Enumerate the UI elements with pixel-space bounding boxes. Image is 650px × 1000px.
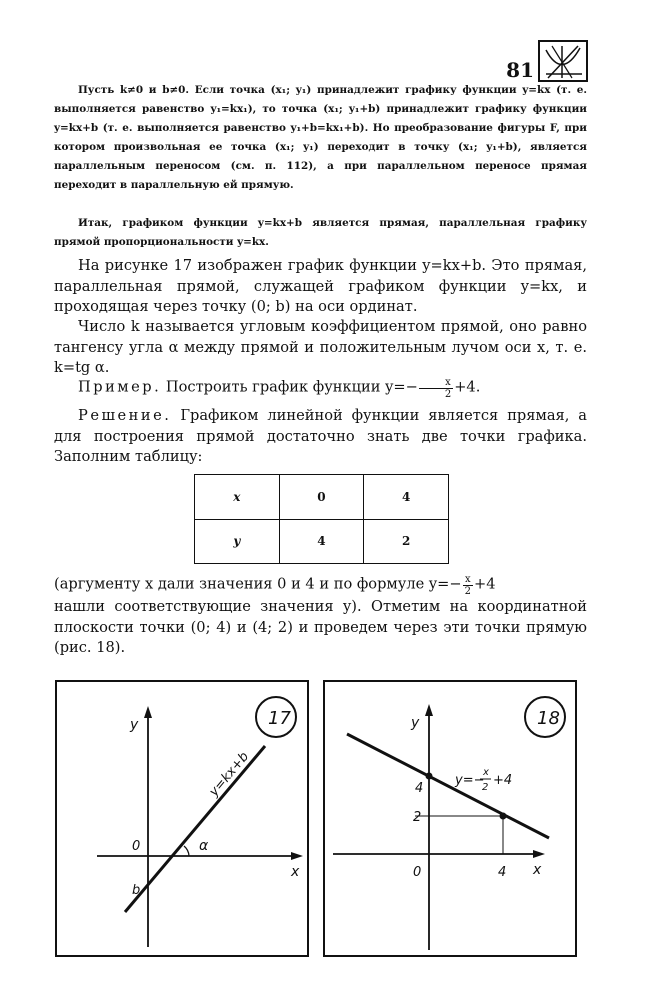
origin-label: 0 <box>413 865 422 880</box>
after-table-paragraph <box>54 574 587 659</box>
x-axis-label: x <box>291 864 300 880</box>
figure-17-graph <box>57 682 307 955</box>
paragraph-intro: Пусть k≠0 и b≠0. Если точка (x₁; y₁) принадлежит графику функции y=kx (т. е. выполняется равенство y₁=kx₁), то точка (x₁; y₁+b) принадлежит графику функции y=kx+b (т. е. выполняется равенство y₁+b=kx₁+b). Но преобразование фигуры F, при котором произвольная ее точка (x₁; y₁) переходит в точку (x₁; y₁+b), является параллельным переносом (см. п. 112), а при параллельном переносе прямая переходит в параллельную ей прямую. <box>54 84 587 191</box>
paragraph-figure-17: На рисунке 17 изображен график функции y=kx+b. Это прямая, параллельная прямой, служащей графиком функции y=kx, и проходящая через точку (0; b) на оси ординат. <box>54 257 587 315</box>
tick-y2-label: 2 <box>413 810 422 825</box>
tick-y4-label: 4 <box>415 781 424 796</box>
table-cell: x <box>195 475 280 520</box>
table-cell: 0 <box>279 475 364 520</box>
function-line <box>347 734 549 838</box>
values-table <box>194 474 449 564</box>
example-text: Построить график функции y=− <box>165 378 418 396</box>
figure-17 <box>55 680 309 957</box>
solution-paragraph <box>54 406 587 468</box>
angle-arc <box>184 846 189 856</box>
figure-18-graph <box>325 682 575 955</box>
b-label: b <box>132 883 141 898</box>
formula-den: 2 <box>482 782 489 793</box>
fraction: $\frac{x}{2}$ <box>464 574 471 597</box>
table-cell: 2 <box>364 519 449 564</box>
figure-number: 18 <box>537 708 560 729</box>
fraction: $\frac{x}{2}$ <box>419 377 453 400</box>
function-line <box>125 746 265 912</box>
y-axis-label: y <box>411 715 420 731</box>
formula-right: +4 <box>493 773 513 788</box>
table-row <box>195 519 449 564</box>
x-axis-arrow-icon <box>533 850 545 858</box>
after-table-text: (аргументу x дали значения 0 и 4 и по формуле y=− <box>54 575 462 593</box>
solution-label: Решение. <box>78 407 172 424</box>
solution-text: Графиком линейной функции является прямая, а для построения прямой достаточно знать две точки графика. Заполним таблицу: <box>54 407 587 465</box>
paragraph-conclusion: Итак, графиком функции y=kx+b является прямая, параллельная графику прямой пропорциональности y=kx. <box>54 217 587 248</box>
tick-x4-label: 4 <box>498 865 507 880</box>
x-axis-arrow-icon <box>291 852 303 860</box>
line-label: y=kx+b <box>206 749 253 800</box>
page-number: 81 <box>506 58 534 82</box>
figure-number: 17 <box>268 708 291 729</box>
point-4-2 <box>500 813 507 820</box>
point-0-4 <box>426 773 433 780</box>
y-axis-label: y <box>130 717 139 733</box>
example-label: Пример. <box>78 378 162 396</box>
y-axis-arrow-icon <box>144 706 152 718</box>
example-paragraph <box>54 377 587 400</box>
x-axis-label: x <box>533 862 542 878</box>
table-cell: y <box>195 519 280 564</box>
table-cell: 4 <box>364 475 449 520</box>
origin-label: 0 <box>132 839 141 854</box>
graph-emblem-icon <box>538 40 588 82</box>
table-cell: 4 <box>279 519 364 564</box>
table-row <box>195 475 449 520</box>
formula-num: x <box>483 767 489 778</box>
after-table-rest: нашли соответствующие значения y). Отметим на координатной плоскости точки (0; 4) и (4; 2) и проведем через эти точки прямую (рис. 18). <box>54 598 587 656</box>
paragraph-slope: Число k называется угловым коэффициентом прямой, оно равно тангенсу угла α между прямой и положительным лучом оси x, т. е. k=tg α. <box>54 318 587 376</box>
y-axis-arrow-icon <box>425 704 433 716</box>
figure-18 <box>323 680 577 957</box>
after-table-text-end: +4 <box>474 575 496 593</box>
alpha-label: α <box>199 838 209 854</box>
formula-left: y=− <box>455 773 485 788</box>
example-text-end: +4. <box>454 378 481 396</box>
